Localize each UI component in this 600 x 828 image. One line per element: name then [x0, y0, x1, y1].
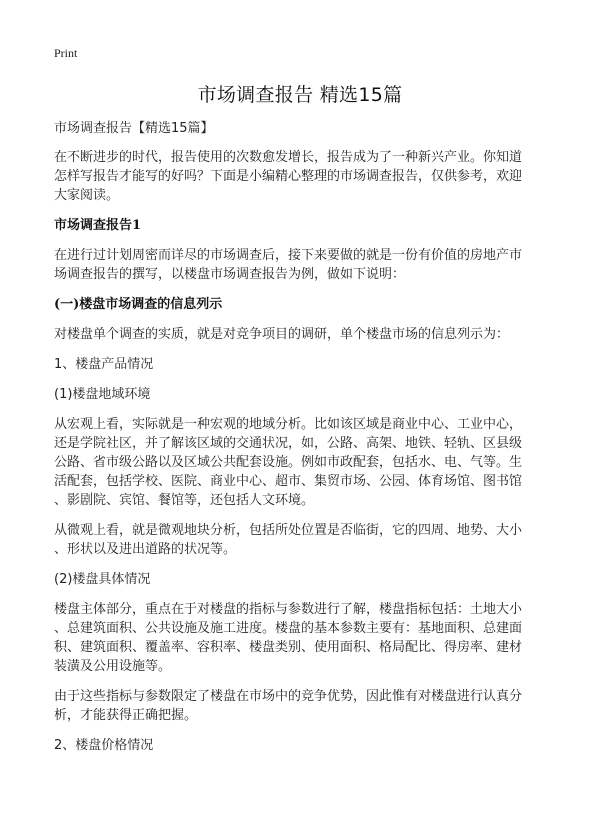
document-body	[54, 120, 554, 766]
text-line: 从微观上看，就是微观地块分析，包括所处位置是否临街，它的四周、地势、大小	[54, 523, 523, 538]
text-line: 、影剧院、宾馆、餐馆等，还包括人文环境。	[54, 493, 315, 508]
text-line: 对楼盘单个调查的实质，就是对竞争项目的调研，单个楼盘市场的信息列示为：	[54, 327, 510, 342]
sub-item-label: (2)楼盘具体情况	[54, 572, 151, 587]
section-heading: 市场调查报告1	[54, 218, 142, 233]
main-body-paragraph	[54, 600, 554, 676]
subsection-heading: (一)楼盘市场调查的信息列示	[54, 297, 223, 312]
intro-paragraph	[54, 148, 554, 205]
micro-paragraph	[54, 521, 554, 559]
print-label: Print	[54, 46, 78, 60]
text-line: 楼盘主体部分，重点在于对楼盘的指标与参数进行了解，楼盘指标包括：土地大小	[54, 602, 523, 617]
text-line: 活配套，包括学校、医院、商业中心、超市、集贸市场、公园、体育场馆、图书馆	[54, 474, 523, 489]
text-line: 大家阅读。	[54, 188, 120, 203]
macro-paragraph	[54, 415, 554, 510]
text-line: 在进行过计划周密而详尽的市场调查后，接下来要做的就是一份有价值的房地产市	[54, 248, 523, 263]
sub-item-label: (1)楼盘地域环境	[54, 387, 151, 402]
text-line: 场调查报告的撰写，以楼盘市场调查报告为例，做如下说明：	[54, 267, 406, 282]
text-line: 怎样写报告才能写的好吗？下面是小编精心整理的市场调查报告，仅供参考，欢迎	[54, 169, 523, 184]
text-line: 由于这些指标与参数限定了楼盘在市场中的竞争优势，因此惟有对楼盘进行认真分	[54, 689, 523, 704]
section-intro-paragraph	[54, 246, 554, 284]
list-item-label: 1、楼盘产品情况	[54, 357, 154, 372]
info-list-paragraph	[54, 325, 554, 344]
document-title: 市场调查报告 精选15篇	[197, 84, 403, 106]
text-line: 积、建筑面积、覆盖率、容积率、楼盘类别、使用面积、格局配比、得房率、建材	[54, 640, 523, 655]
text-line: 、总建筑面积、公共设施及施工进度。楼盘的基本参数主要有：基地面积、总建面	[54, 621, 523, 636]
list-item-label: 2、楼盘价格情况	[54, 738, 154, 753]
text-line: 装潢及公用设施等。	[54, 659, 172, 674]
text-line: 、形状以及进出道路的状况等。	[54, 542, 237, 557]
text-line: 公路、省市级公路以及区域公共配套设施。例如市政配套，包括水、电、气等。生	[54, 455, 523, 470]
text-line: 析，才能获得正确把握。	[54, 708, 198, 723]
conclusion-paragraph	[54, 687, 554, 725]
text-line: 从宏观上看，实际就是一种宏观的地域分析。比如该区域是商业中心、工业中心，	[54, 417, 523, 432]
text-line: 还是学院社区，并了解该区域的交通状况，如，公路、高架、地铁、轻轨、区县级	[54, 436, 523, 451]
text-line: 在不断进步的时代，报告使用的次数愈发增长，报告成为了一种新兴产业。你知道	[54, 150, 523, 165]
document-subtitle: 市场调查报告【精选15篇】	[54, 121, 214, 136]
